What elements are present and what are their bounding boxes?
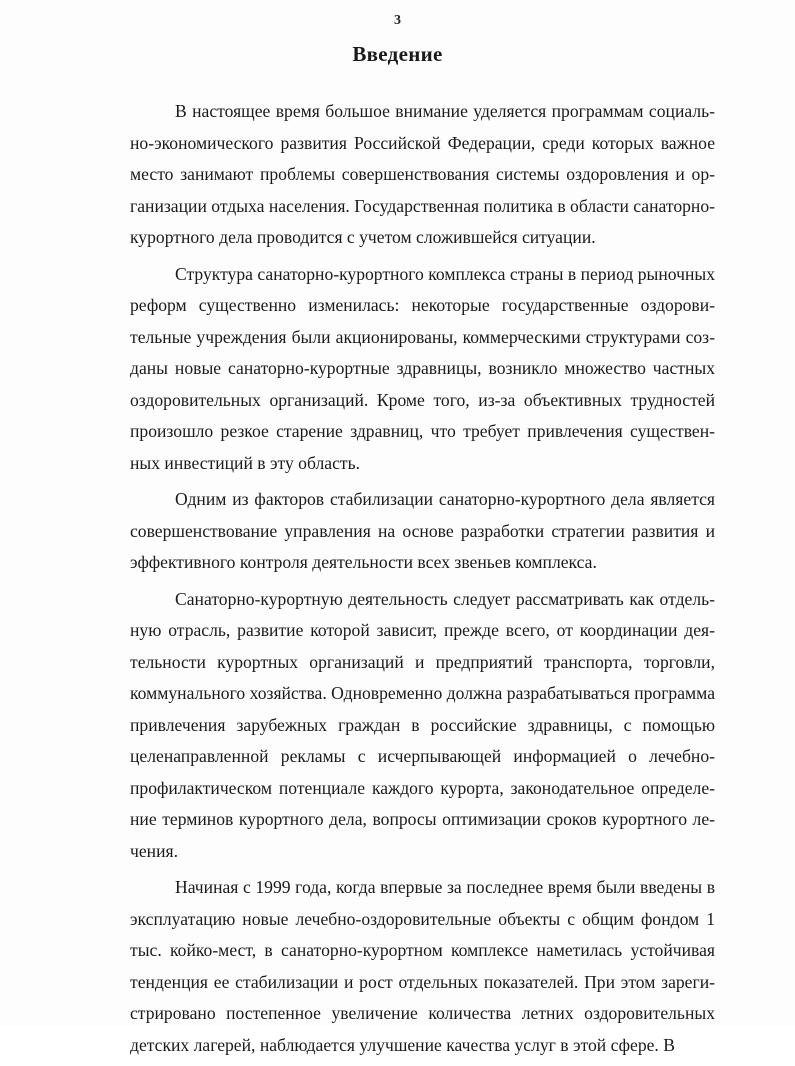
page-number: 3 [394, 13, 401, 28]
paragraph-4: Санаторно-курортную деятельность следует рассматривать как отдельную отрасль, развитие которой зависит, прежде всего, от координации деятельности курортных организаций и предприятий транспорта, торговли, коммунального хозяйства. Одновременно должна разрабатываться программа привлечения зарубежных граждан в российские здравницы, с помощью целенаправленной рекламы с исчерпывающей информацией о лечебно-профилактическом потенциале каждого курорта, законодательное определение терминов курортного дела, вопросы оптимизации сроков курортного лечения. [130, 588, 715, 861]
paragraph-3: Одним из факторов стабилизации санаторно-курортного дела является совершенствование управления на основе разработки стратегии развития и эффективного контроля деятельности всех звеньев комплекса. [130, 489, 715, 572]
page-title: Введение [352, 42, 443, 66]
body-text [130, 96, 715, 1066]
paragraph-5: Начиная с 1999 года, когда впервые за последнее время были введены в эксплуатацию новые лечебно-оздоровительные объекты с общим фондом 1 тыс. койко-мест, в санаторно-курортном комплексе наметилась устойчивая тенденция ее стабилизации и рост отдельных показателей. При этом зарегистрировано постепенное увеличение количества летних оздоровительных детских лагерей, наблюдается улучшение качества услуг в этой сфере. В [130, 877, 715, 1055]
paragraph-2: Структура санаторно-курортного комплекса страны в период рыночных реформ существенно изменилась: некоторые государственные оздоровительные учреждения были акционированы, коммерческими структурами созданы новые санаторно-курортные здравницы, возникло множество частных оздоровительных организаций. Кроме того, из-за объективных трудностей произошло резкое старение здравниц, что требует привлечения существенных инвестиций в эту область. [130, 263, 715, 473]
paragraph-1: В настоящее время большое внимание уделяется программам социально-экономического развития Российской Федерации, среди которых важное место занимают проблемы совершенствования системы оздоровления и организации отдыха населения. Государственная политика в области санаторно-курортного дела проводится с учетом сложившейся ситуации. [130, 101, 715, 247]
